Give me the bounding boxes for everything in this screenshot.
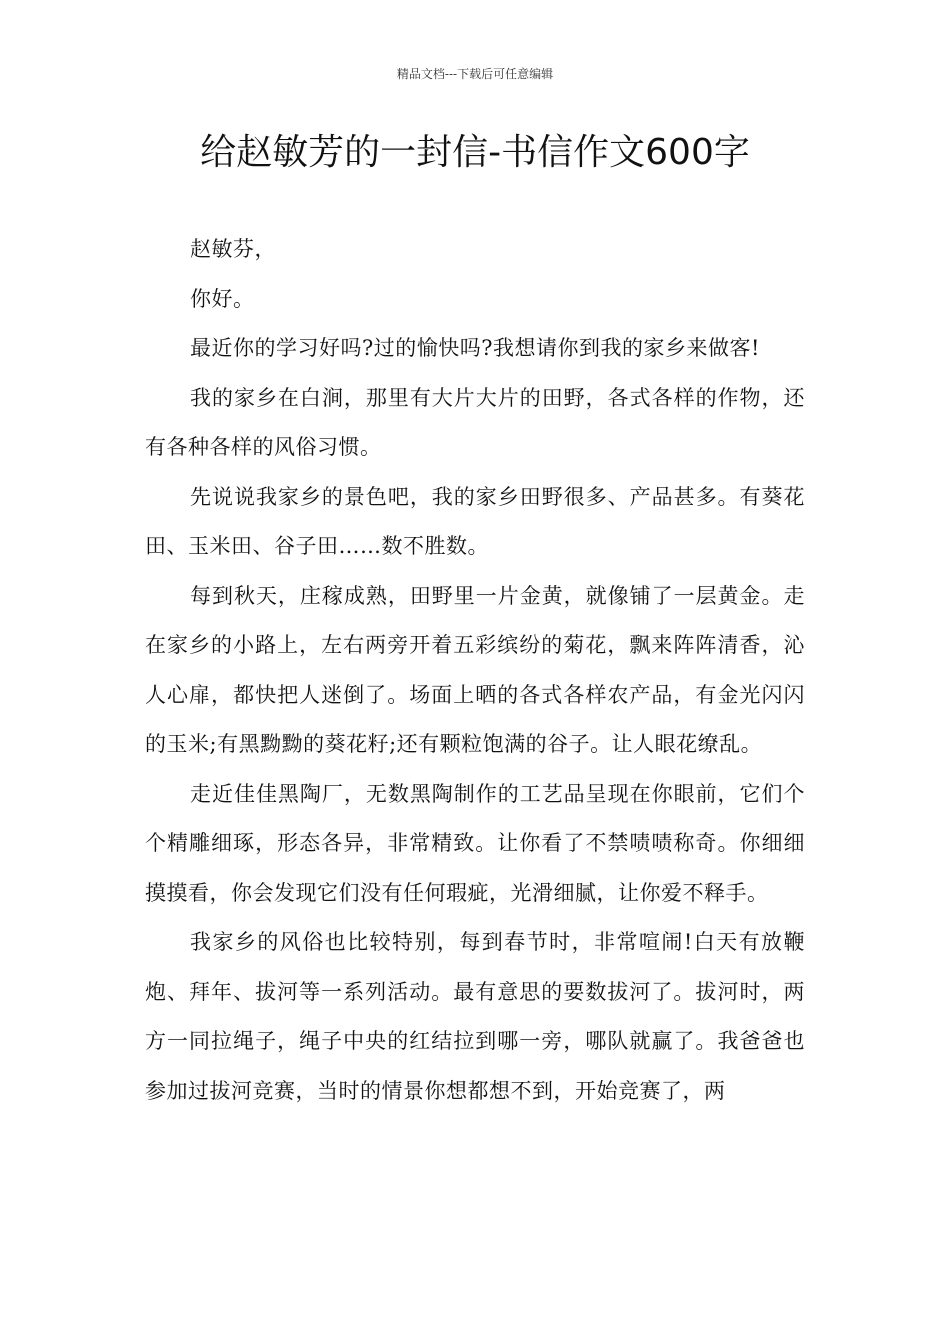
paragraph: 先说说我家乡的景色吧，我的家乡田野很多、产品甚多。有葵花田、玉米田、谷子田……数不胜数。 <box>145 484 805 558</box>
header-note: 精品文档---下载后可任意编辑 <box>396 67 554 81</box>
paragraph: 每到秋天，庄稼成熟，田野里一片金黄，就像铺了一层黄金。走在家乡的小路上，左右两旁开着五彩缤纷的菊花，飘来阵阵清香，沁人心扉，都快把人迷倒了。场面上晒的各式各样农产品，有金光闪闪的玉米;有黑黝黝的葵花籽;还有颗粒饱满的谷子。让人眼花缭乱。 <box>145 583 805 756</box>
paragraph: 最近你的学习好吗?过的愉快吗?我想请你到我的家乡来做客! <box>190 336 760 360</box>
paragraph: 我家乡的风俗也比较特别，每到春节时，非常喧闹!白天有放鞭炮、拜年、拔河等一系列活动。最有意思的要数拔河了。拔河时，两方一同拉绳子，绳子中央的红结拉到哪一旁，哪队就赢了。我爸爸也参加过拔河竞赛，当时的情景你想都想不到，开始竞赛了，两 <box>145 930 805 1103</box>
salutation: 赵敏芬， <box>190 237 276 261</box>
paragraph: 我的家乡在白涧，那里有大片大片的田野，各式各样的作物，还有各种各样的风俗习惯。 <box>145 385 805 459</box>
letter-body <box>145 225 805 1116</box>
document-title: 给赵敏芳的一封信-书信作文600字 <box>200 132 750 173</box>
greeting: 你好。 <box>190 286 255 311</box>
paragraph: 走近佳佳黑陶厂，无数黑陶制作的工艺品呈现在你眼前，它们个个精雕细琢，形态各异，非常精致。让你看了不禁啧啧称奇。你细细摸摸看，你会发现它们没有任何瑕疵，光滑细腻，让你爱不释手。 <box>145 781 805 905</box>
